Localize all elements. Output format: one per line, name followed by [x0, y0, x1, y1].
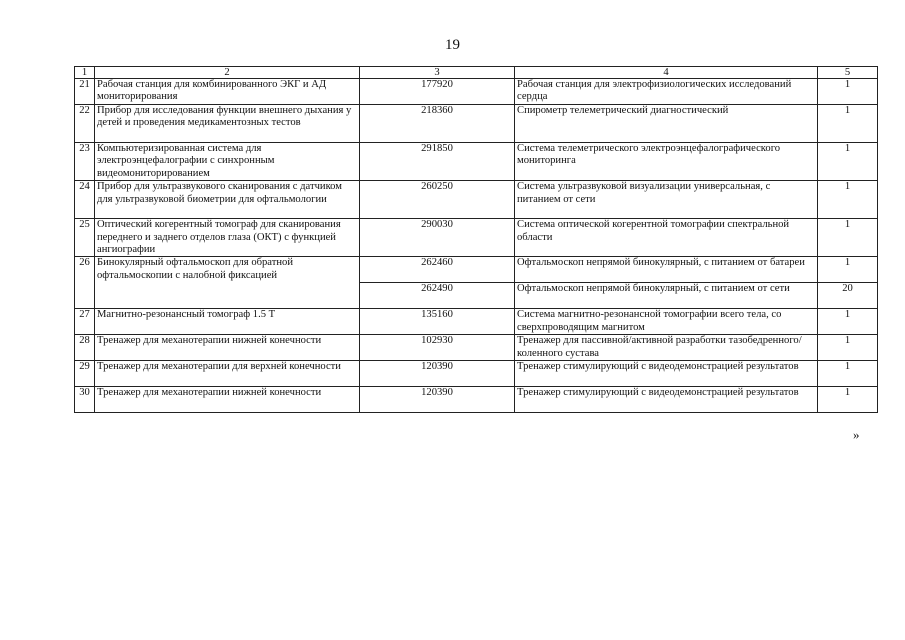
device-code: 262490	[360, 283, 515, 309]
device-quantity: 20	[818, 283, 878, 309]
row-number: 26	[75, 257, 95, 309]
device-name: Бинокулярный офтальмоскоп для обратной офтальмоскопии с налобной фиксацией	[95, 257, 360, 309]
device-quantity: 1	[818, 387, 878, 413]
device-quantity: 1	[818, 105, 878, 143]
closing-quote-mark: »	[853, 427, 860, 442]
device-name: Прибор для исследования функции внешнего дыхания у детей и проведения медикаментозных тестов	[95, 105, 360, 143]
device-description: Рабочая станция для электрофизиологических исследований сердца	[515, 79, 818, 105]
table-row	[75, 257, 878, 283]
header-cell: 2	[95, 67, 360, 79]
row-number: 23	[75, 143, 95, 181]
page-number: 19	[445, 37, 460, 53]
row-number: 30	[75, 387, 95, 413]
header-cell: 5	[818, 67, 878, 79]
device-description: Офтальмоскоп непрямой бинокулярный, с питанием от батареи	[515, 257, 818, 283]
device-quantity: 1	[818, 257, 878, 283]
table-row	[75, 219, 878, 257]
device-code: 120390	[360, 361, 515, 387]
row-number: 22	[75, 105, 95, 143]
row-number: 28	[75, 335, 95, 361]
device-quantity: 1	[818, 143, 878, 181]
device-name: Тренажер для механотерапии для верхней конечности	[95, 361, 360, 387]
device-description: Офтальмоскоп непрямой бинокулярный, с питанием от сети	[515, 283, 818, 309]
device-quantity: 1	[818, 181, 878, 219]
device-code: 262460	[360, 257, 515, 283]
device-name: Компьютеризированная система для электроэнцефалографии с синхронным видеомониторированием	[95, 143, 360, 181]
device-code: 102930	[360, 335, 515, 361]
device-description: Тренажер для пассивной/активной разработки тазобедренного/коленного сустава	[515, 335, 818, 361]
device-name: Магнитно-резонансный томограф 1.5 Т	[95, 309, 360, 335]
device-quantity: 1	[818, 361, 878, 387]
device-code: 291850	[360, 143, 515, 181]
device-name: Оптический когерентный томограф для сканирования переднего и заднего отделов глаза (ОКТ) с функцией ангиографии	[95, 219, 360, 257]
row-number: 24	[75, 181, 95, 219]
device-name: Прибор для ультразвукового сканирования с датчиком для ультразвуковой биометрии для офтальмологии	[95, 181, 360, 219]
header-cell: 3	[360, 67, 515, 79]
device-name: Рабочая станция для комбинированного ЭКГ и АД мониторирования	[95, 79, 360, 105]
table-row	[75, 79, 878, 105]
row-number: 29	[75, 361, 95, 387]
equipment-table	[74, 66, 878, 413]
device-name: Тренажер для механотерапии нижней конечности	[95, 387, 360, 413]
table-row	[75, 105, 878, 143]
device-description: Система магнитно-резонансной томографии всего тела, со сверхпроводящим магнитом	[515, 309, 818, 335]
table-header-row	[75, 67, 878, 79]
device-code: 260250	[360, 181, 515, 219]
table-row	[75, 309, 878, 335]
table-row	[75, 361, 878, 387]
device-description: Система оптической когерентной томографии спектральной области	[515, 219, 818, 257]
device-description: Тренажер стимулирующий с видеодемонстрацией результатов	[515, 361, 818, 387]
device-quantity: 1	[818, 79, 878, 105]
table-row	[75, 387, 878, 413]
device-description: Тренажер стимулирующий с видеодемонстрацией результатов	[515, 387, 818, 413]
header-cell: 4	[515, 67, 818, 79]
device-quantity: 1	[818, 219, 878, 257]
device-code: 135160	[360, 309, 515, 335]
device-description: Спирометр телеметрический диагностический	[515, 105, 818, 143]
row-number: 21	[75, 79, 95, 105]
device-name: Тренажер для механотерапии нижней конечности	[95, 335, 360, 361]
device-description: Система телеметрического электроэнцефалографического мониторинга	[515, 143, 818, 181]
device-quantity: 1	[818, 335, 878, 361]
device-code: 120390	[360, 387, 515, 413]
header-cell: 1	[75, 67, 95, 79]
device-code: 177920	[360, 79, 515, 105]
table-row	[75, 143, 878, 181]
device-code: 290030	[360, 219, 515, 257]
table-row	[75, 335, 878, 361]
device-description: Система ультразвуковой визуализации универсальная, с питанием от сети	[515, 181, 818, 219]
table-row	[75, 181, 878, 219]
device-code: 218360	[360, 105, 515, 143]
device-quantity: 1	[818, 309, 878, 335]
row-number: 25	[75, 219, 95, 257]
row-number: 27	[75, 309, 95, 335]
